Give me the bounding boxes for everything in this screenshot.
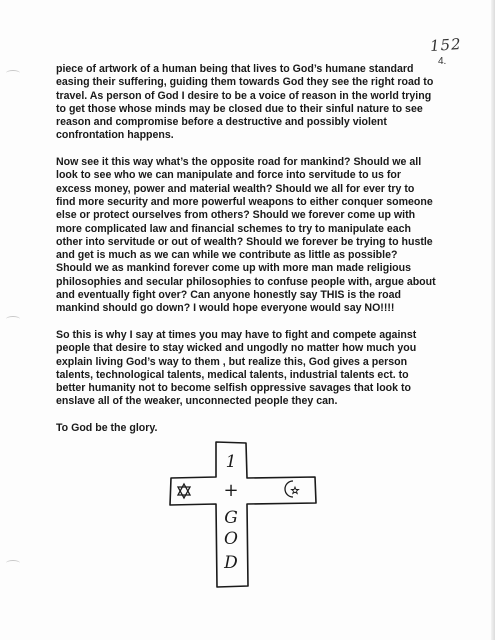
cross-text-1: 1 xyxy=(225,452,237,472)
cross-text-plus: + xyxy=(223,480,239,501)
star-of-david-icon xyxy=(178,484,190,498)
paragraph: So this is why I say at times you may have to fight and compete against people that desire to stay wicked and ungodly no matter how much you explain living God’s way to them , but realize this, God gives a person talents, technological talents, medical talents, industrial talents ect. to better humanity not to become selfish oppressive savages that look to enslave all of the weaker, unconnected people they can. xyxy=(56,328,417,408)
punch-hole-mark xyxy=(6,316,20,322)
paragraph: Now see it this way what’s the opposite road for mankind? Should we all look to see who we can manipulate and force into servitude to us for excess money, power and material wealth? Should we all for ever try to find more security and more powerful weapons to either conquer someone else or protect ourselves from others? Should we forever come up with more complicated law and financial schemes to try to manipulate each other into servitude or out of wealth? Should we forever be trying to hustle and get is much as we can while we contribute as little as possible? Should we as mankind forever come up with more man made religious philosophies and secular philosophies to confuse people with, argue about and eventually fight over? Can anyone honestly say THIS is the road mankind should go down? I would hope everyone would say NO!!!! xyxy=(56,156,436,315)
document-body xyxy=(56,63,436,449)
punch-hole-mark xyxy=(6,560,20,566)
cross-outline xyxy=(170,442,316,587)
cross-icon xyxy=(168,440,318,590)
cross-text-g: G xyxy=(224,508,238,528)
paragraph: piece of artwork of a human being that lives to God’s humane standard easing their suffering, guiding them towards God they see the right road to travel. As person of God I desire to be a voice of reason in the world trying to get those whose minds may be closed due to their sinful nature to see reason and compromise before a destructive and possibly violent confrontation happens. xyxy=(56,63,434,142)
page-edge-shadow xyxy=(491,0,495,640)
cross-text-o: O xyxy=(224,529,238,549)
cross-drawing xyxy=(168,440,318,590)
cross-text-d: D xyxy=(224,553,238,573)
handwritten-page-number: 152 xyxy=(429,34,463,56)
punch-hole-mark xyxy=(6,70,20,76)
crescent-star-icon xyxy=(285,481,299,497)
page-number: 4. xyxy=(438,56,447,67)
closing-line: To God be the glory. xyxy=(56,422,158,435)
